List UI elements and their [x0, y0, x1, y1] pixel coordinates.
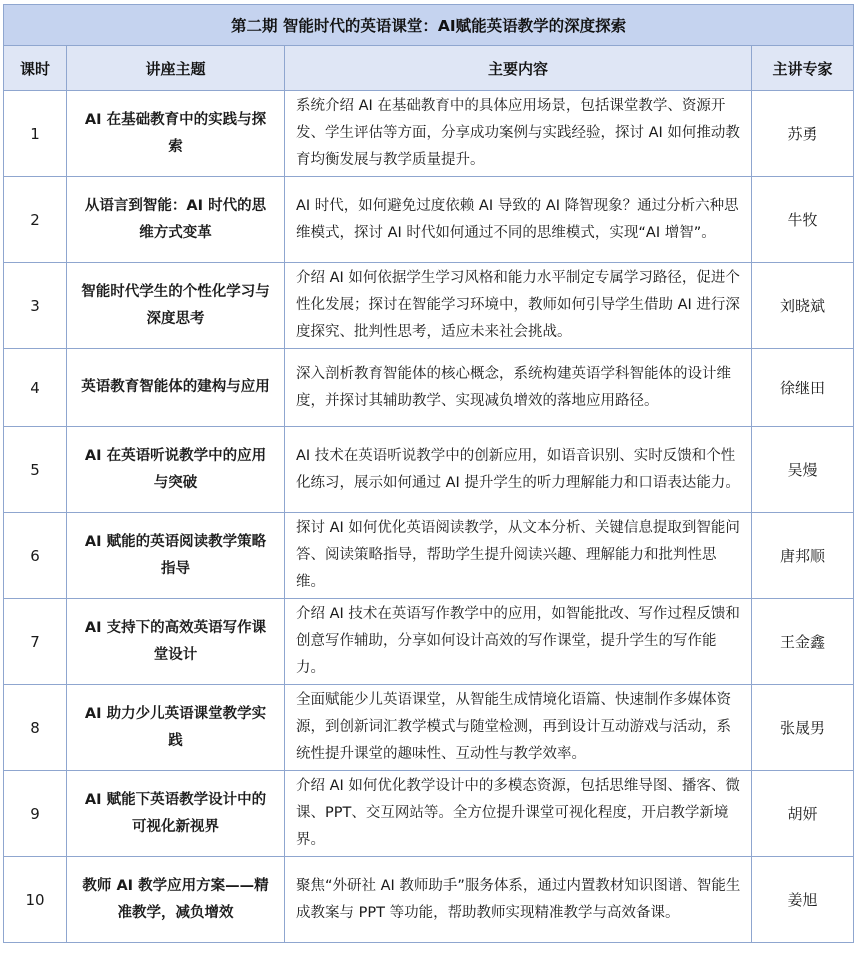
table-row — [4, 771, 854, 857]
lesson-number: 6 — [4, 513, 67, 599]
table-row — [4, 427, 854, 513]
lecturer-name: 牛牧 — [752, 177, 854, 263]
lesson-number: 9 — [4, 771, 67, 857]
lecturer-name: 刘晓斌 — [752, 263, 854, 349]
lesson-number: 3 — [4, 263, 67, 349]
header-content: 主要内容 — [285, 46, 752, 91]
header-lesson: 课时 — [4, 46, 67, 91]
lecture-topic: 英语教育智能体的建构与应用 — [67, 349, 285, 427]
course-table — [3, 4, 854, 943]
main-content: 介绍 AI 如何优化教学设计中的多模态资源，包括思维导图、播客、微课、PPT、交互网站等。全方位提升课堂可视化程度，开启教学新境界。 — [285, 771, 752, 857]
lecture-topic: AI 赋能下英语教学设计中的可视化新视界 — [67, 771, 285, 857]
course-schedule — [3, 4, 853, 943]
lecturer-name: 王金鑫 — [752, 599, 854, 685]
lecture-topic: AI 在基础教育中的实践与探索 — [67, 91, 285, 177]
main-content: AI 技术在英语听说教学中的创新应用，如语音识别、实时反馈和个性化练习，展示如何通过 AI 提升学生的听力理解能力和口语表达能力。 — [285, 427, 752, 513]
header-topic: 讲座主题 — [67, 46, 285, 91]
main-content: 探讨 AI 如何优化英语阅读教学，从文本分析、关键信息提取到智能问答、阅读策略指导，帮助学生提升阅读兴趣、理解能力和批判性思维。 — [285, 513, 752, 599]
table-row — [4, 177, 854, 263]
table-body — [4, 91, 854, 943]
lecturer-name: 张晟男 — [752, 685, 854, 771]
lesson-number: 8 — [4, 685, 67, 771]
main-content: 聚焦“外研社 AI 教师助手”服务体系，通过内置教材知识图谱、智能生成教案与 PPT 等功能，帮助教师实现精准教学与高效备课。 — [285, 857, 752, 943]
lecture-topic: AI 在英语听说教学中的应用与突破 — [67, 427, 285, 513]
lecturer-name: 唐邦顺 — [752, 513, 854, 599]
main-content: 全面赋能少儿英语课堂，从智能生成情境化语篇、快速制作多媒体资源，到创新词汇教学模式与随堂检测，再到设计互动游戏与活动，系统性提升课堂的趣味性、互动性与教学效率。 — [285, 685, 752, 771]
table-row — [4, 349, 854, 427]
lesson-number: 4 — [4, 349, 67, 427]
title-row — [4, 5, 854, 46]
lesson-number: 2 — [4, 177, 67, 263]
table-row — [4, 263, 854, 349]
lecturer-name: 吴熳 — [752, 427, 854, 513]
main-content: 介绍 AI 如何依据学生学习风格和能力水平制定专属学习路径，促进个性化发展；探讨在智能学习环境中，教师如何引导学生借助 AI 进行深度探究、批判性思考，适应未来社会挑战。 — [285, 263, 752, 349]
main-content: 系统介绍 AI 在基础教育中的具体应用场景，包括课堂教学、资源开发、学生评估等方面，分享成功案例与实践经验，探讨 AI 如何推动教育均衡发展与教学质量提升。 — [285, 91, 752, 177]
lecture-topic: 教师 AI 教学应用方案——精准教学，减负增效 — [67, 857, 285, 943]
lecture-topic: AI 助力少儿英语课堂教学实践 — [67, 685, 285, 771]
header-expert: 主讲专家 — [752, 46, 854, 91]
lesson-number: 7 — [4, 599, 67, 685]
lecturer-name: 苏勇 — [752, 91, 854, 177]
lecturer-name: 徐继田 — [752, 349, 854, 427]
header-row — [4, 46, 854, 91]
lesson-number: 5 — [4, 427, 67, 513]
lecturer-name: 胡妍 — [752, 771, 854, 857]
main-content: 介绍 AI 技术在英语写作教学中的应用，如智能批改、写作过程反馈和创意写作辅助，分享如何设计高效的写作课堂，提升学生的写作能力。 — [285, 599, 752, 685]
table-row — [4, 91, 854, 177]
main-content: 深入剖析教育智能体的核心概念，系统构建英语学科智能体的设计维度，并探讨其辅助教学、实现减负增效的落地应用路径。 — [285, 349, 752, 427]
lecture-topic: AI 支持下的高效英语写作课堂设计 — [67, 599, 285, 685]
table-row — [4, 513, 854, 599]
lesson-number: 1 — [4, 91, 67, 177]
main-content: AI 时代，如何避免过度依赖 AI 导致的 AI 降智现象？通过分析六种思维模式，探讨 AI 时代如何通过不同的思维模式，实现“AI 增智”。 — [285, 177, 752, 263]
lecturer-name: 姜旭 — [752, 857, 854, 943]
lecture-topic: AI 赋能的英语阅读教学策略指导 — [67, 513, 285, 599]
table-row — [4, 685, 854, 771]
lecture-topic: 智能时代学生的个性化学习与深度思考 — [67, 263, 285, 349]
lecture-topic: 从语言到智能：AI 时代的思维方式变革 — [67, 177, 285, 263]
lesson-number: 10 — [4, 857, 67, 943]
table-title: 第二期 智能时代的英语课堂：AI赋能英语教学的深度探索 — [4, 5, 854, 46]
table-row — [4, 857, 854, 943]
table-row — [4, 599, 854, 685]
